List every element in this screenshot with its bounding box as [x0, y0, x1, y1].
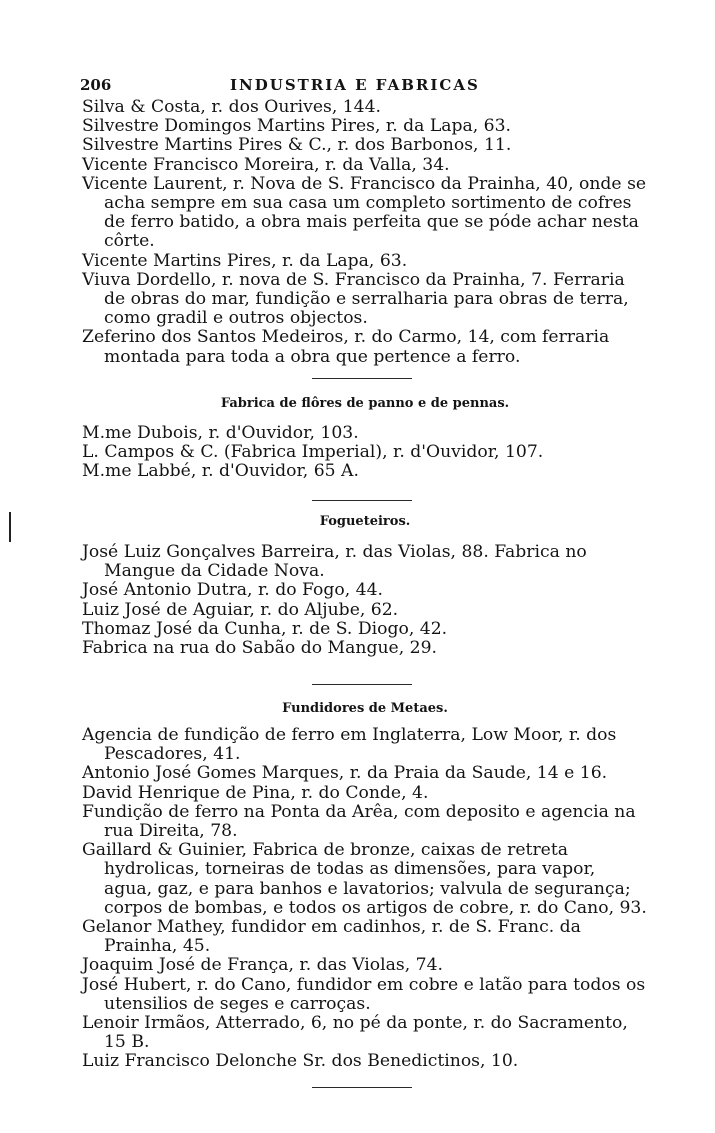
flores-list [82, 424, 648, 482]
page-header [80, 76, 650, 94]
list-item: José Hubert, r. do Cano, fundidor em cobre e latão para todos os utensilios de seges e carroças. [82, 974, 646, 1014]
list-item: Luiz Francisco Delonche Sr. dos Benedictinos, 10. [82, 1051, 519, 1072]
section-divider [312, 500, 412, 501]
list-item: David Henrique de Pina, r. do Conde, 4. [82, 782, 429, 803]
list-item: José Antonio Dutra, r. do Fogo, 44. [82, 580, 383, 601]
list-item: Silva & Costa, r. dos Ourives, 144. [82, 97, 382, 117]
list-item: M.me Labbé, r. d'Ouvidor, 65 A. [82, 461, 359, 482]
list-item: Zeferino dos Santos Medeiros, r. do Carmo, 14, com ferraria montada para toda a obra que pertence a ferro. [82, 327, 610, 367]
section-title-fundidores: Fundidores de Metaes. [282, 701, 448, 716]
section-divider [312, 378, 412, 379]
list-item: Lenoir Irmãos, Atterrado, 6, no pé da ponte, r. do Sacramento, 15 B. [82, 1013, 628, 1053]
list-item: Silvestre Domingos Martins Pires, r. da Lapa, 63. [82, 116, 512, 137]
list-item: L. Campos & C. (Fabrica Imperial), r. d'Ouvidor, 107. [82, 442, 544, 463]
section-title-fogueteiros: Fogueteiros. [319, 514, 411, 529]
continued-entries [82, 98, 648, 367]
list-item: Luiz José de Aguiar, r. do Aljube, 62. [82, 599, 399, 620]
list-item: Vicente Francisco Moreira, r. da Valla, 34. [82, 154, 450, 175]
list-item: Vicente Laurent, r. Nova de S. Francisco da Prainha, 40, onde se acha sempre em sua casa um completo sortimento de cofres de ferro batido, a obra mais perfeita que se póde achar nesta côrte. [82, 173, 647, 252]
list-item: Gaillard & Guinier, Fabrica de bronze, caixas de retreta hydrolicas, torneiras de todas as dimensões, para vapor, agua, gaz, e para banhos e lavatorios; valvula de segurança; corpos de bombas, e todos os artigos de cobre, r. do Cano, 93. [82, 840, 647, 918]
section-divider [312, 684, 412, 685]
list-item: Antonio José Gomes Marques, r. da Praia da Saude, 14 e 16. [82, 763, 608, 784]
section-title-flores: Fabrica de flôres de panno e de pennas. [220, 396, 510, 411]
list-item: Vicente Martins Pires, r. da Lapa, 63. [82, 250, 408, 271]
list-item: Silvestre Martins Pires & C., r. dos Barbonos, 11. [82, 135, 512, 156]
list-item: Agencia de fundição de ferro em Inglaterra, Low Moor, r. dos Pescadores, 41. [82, 725, 617, 765]
list-item: Viuva Dordello, r. nova de S. Francisco da Prainha, 7. Ferraria de obras do mar, fundição e serralharia para obras de terra, como gradil e outros objectos. [82, 269, 629, 329]
list-item: José Luiz Gonçalves Barreira, r. das Violas, 88. Fabrica no Mangue da Cidade Nova. [82, 542, 587, 582]
list-item: Fabrica na rua do Sabão do Mangue, 29. [82, 638, 437, 659]
section-divider [312, 1087, 412, 1088]
list-item: Thomaz José da Cunha, r. de S. Diogo, 42. [82, 618, 448, 639]
margin-mark [9, 512, 11, 542]
fundidores-list [82, 726, 648, 1072]
list-item: M.me Dubois, r. d'Ouvidor, 103. [82, 423, 359, 443]
list-item: Fundição de ferro na Ponta da Arêa, com deposito e agencia na rua Direita, 78. [82, 801, 636, 842]
running-title: INDUSTRIA E FABRICAS [230, 76, 480, 94]
page-number: 206 [80, 76, 112, 94]
list-item: Joaquim José de França, r. das Violas, 74. [82, 955, 443, 976]
list-item: Gelanor Mathey, fundidor em cadinhos, r. de S. Franc. da Prainha, 45. [82, 917, 581, 957]
fogueteiros-list [82, 543, 648, 658]
